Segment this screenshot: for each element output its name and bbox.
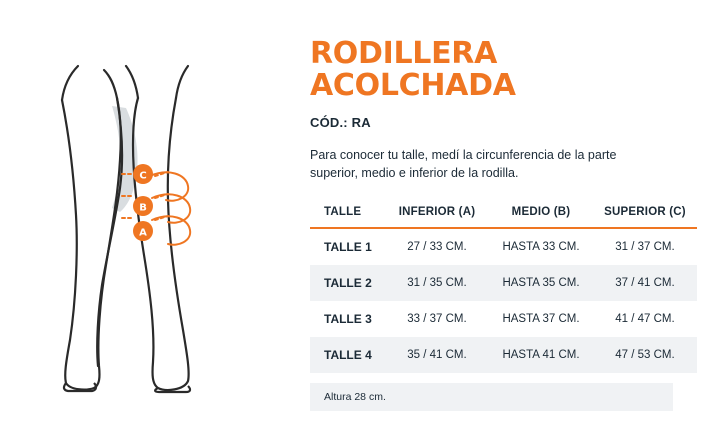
cell-talle: TALLE 4 — [324, 348, 372, 363]
product-code: CÓD.: RA — [310, 115, 371, 130]
height-note: Altura 28 cm. — [310, 383, 673, 411]
left-leg-inner — [97, 98, 122, 366]
column-header-superior: SUPERIOR (C) — [604, 206, 686, 219]
cell-superior: 37 / 41 CM. — [615, 277, 675, 290]
cell-inferior: 33 / 37 CM. — [407, 313, 467, 326]
cell-inferior: 35 / 41 CM. — [407, 349, 467, 362]
marker-c — [133, 164, 153, 184]
svg-text:A: A — [139, 227, 147, 239]
size-table — [310, 200, 697, 373]
legs-diagram-svg — [0, 0, 300, 445]
knee-brace-illustration — [0, 0, 300, 445]
table-row — [310, 337, 697, 373]
cell-talle: TALLE 3 — [324, 312, 372, 327]
cell-talle: TALLE 1 — [324, 240, 372, 255]
column-header-inferior: INFERIOR (A) — [398, 206, 476, 219]
cell-inferior: 27 / 33 CM. — [407, 241, 467, 254]
left-thigh-top — [62, 66, 78, 100]
cell-inferior: 31 / 35 CM. — [407, 277, 467, 290]
column-header-talle: TALLE — [324, 206, 362, 219]
right-thigh-top — [176, 66, 188, 98]
marker-b — [133, 196, 153, 216]
cell-superior: 47 / 53 CM. — [615, 349, 675, 362]
page-title: RODILLERA ACOLCHADA — [310, 36, 516, 103]
right-thigh-top-inner — [126, 66, 138, 98]
measurement-instructions: Para conocer tu talle, medí la circunferencia de la parte superior, medio e inferior de la rodilla. — [310, 148, 617, 181]
product-info-panel — [300, 0, 708, 445]
left-thigh-top-inner — [104, 70, 117, 98]
cell-medio: HASTA 33 CM. — [502, 241, 580, 254]
size-table-body — [310, 228, 697, 373]
table-row — [310, 301, 697, 337]
marker-a — [133, 221, 153, 241]
cell-medio: HASTA 41 CM. — [502, 349, 580, 362]
table-header-row — [310, 200, 697, 228]
cell-superior: 31 / 37 CM. — [615, 241, 675, 254]
cell-superior: 41 / 47 CM. — [615, 313, 675, 326]
cell-medio: HASTA 35 CM. — [502, 277, 580, 290]
table-row — [310, 228, 697, 265]
size-table-head — [310, 200, 697, 228]
svg-text:C: C — [139, 170, 147, 182]
left-leg-outline — [62, 98, 121, 390]
cell-medio: HASTA 37 CM. — [502, 313, 580, 326]
column-header-medio: MEDIO (B) — [511, 206, 571, 219]
svg-text:B: B — [139, 202, 147, 214]
cell-talle: TALLE 2 — [324, 276, 372, 291]
table-row — [310, 265, 697, 301]
